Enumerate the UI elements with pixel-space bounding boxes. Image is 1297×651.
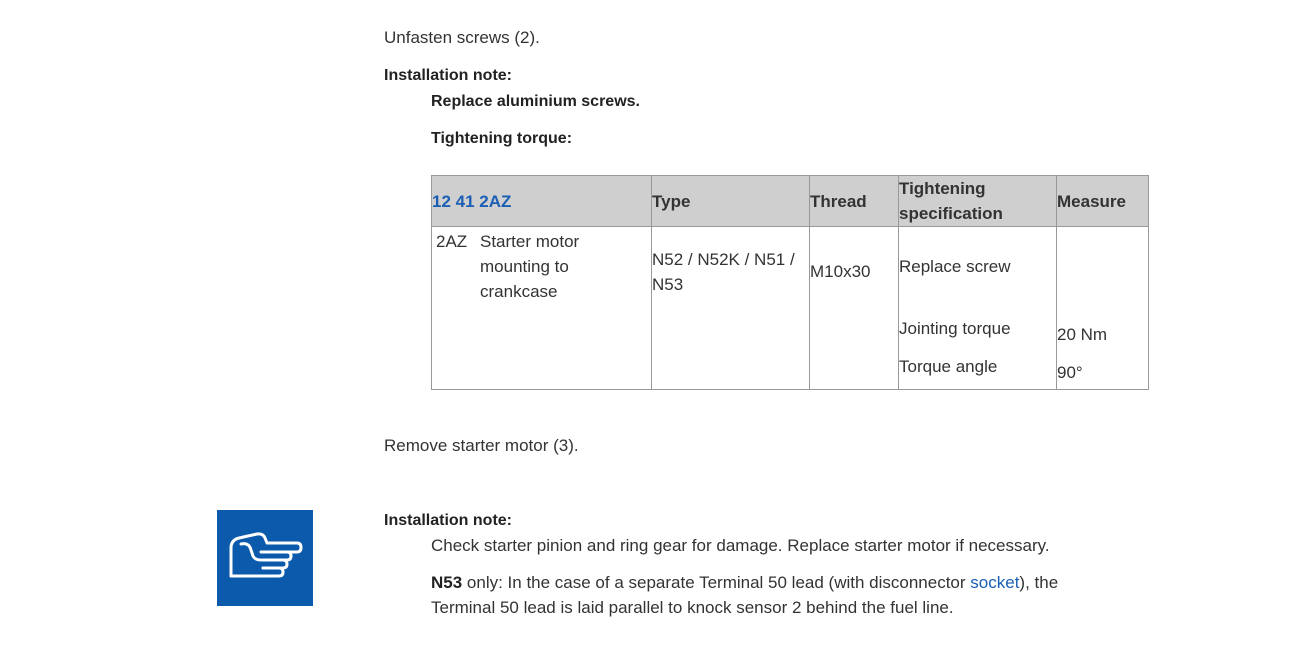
n53-text-a: only: In the case of a separate Terminal 50 lead (with disconnector: [462, 573, 971, 592]
torque-table: [431, 175, 1149, 390]
measure-jointing-torque: 20 Nm: [1057, 325, 1108, 344]
socket-link[interactable]: socket: [970, 573, 1020, 592]
pointing-hand-icon: [217, 510, 313, 606]
header-tightening-spec: Tightening specification: [899, 176, 1057, 227]
table-row: [432, 227, 1149, 390]
n53-note: [431, 570, 1151, 620]
spec-torque-angle: Torque angle: [899, 357, 998, 376]
measure-torque-angle: 90°: [1057, 363, 1083, 382]
pointing-hand-glyph: [227, 530, 303, 586]
spec-jointing-torque: Jointing torque: [899, 319, 1011, 338]
n53-text-b: ), the: [1019, 573, 1059, 592]
check-pinion-note: Check starter pinion and ring gear for damage. Replace starter motor if necessary.: [431, 536, 1050, 555]
header-type: Type: [652, 176, 810, 227]
replace-screws-note: Replace aluminium screws.: [431, 93, 640, 110]
row-type: N52 / N52K / N51 / N53: [652, 250, 795, 294]
table-id-link[interactable]: [432, 176, 652, 227]
cell-measure: [1057, 227, 1149, 390]
tightening-torque-label: Tightening torque:: [431, 130, 573, 147]
cell-spec: [899, 227, 1057, 390]
table-id-text[interactable]: 12 41 2AZ: [432, 191, 512, 211]
cell-type: [652, 227, 810, 390]
header-thread: Thread: [810, 176, 899, 227]
row-thread: M10x30: [810, 262, 871, 281]
spec-replace-screw: Replace screw: [899, 257, 1011, 276]
installation-note-heading: Installation note:: [384, 67, 512, 84]
header-measure: Measure: [1057, 176, 1149, 227]
table-header-row: [432, 176, 1149, 227]
row-description: Starter motor mounting to crankcase: [480, 232, 580, 301]
n53-text-line3: Terminal 50 lead is laid parallel to knock sensor 2 behind the fuel line.: [431, 598, 954, 617]
n53-label: N53: [431, 573, 463, 592]
cell-description: [432, 227, 652, 390]
installation-note-heading-2: Installation note:: [384, 512, 512, 529]
step-remove-starter: Remove starter motor (3).: [384, 436, 579, 455]
step-unfasten-screws: Unfasten screws (2).: [384, 28, 540, 47]
row-code: 2AZ: [436, 232, 468, 251]
cell-thread: [810, 227, 899, 390]
